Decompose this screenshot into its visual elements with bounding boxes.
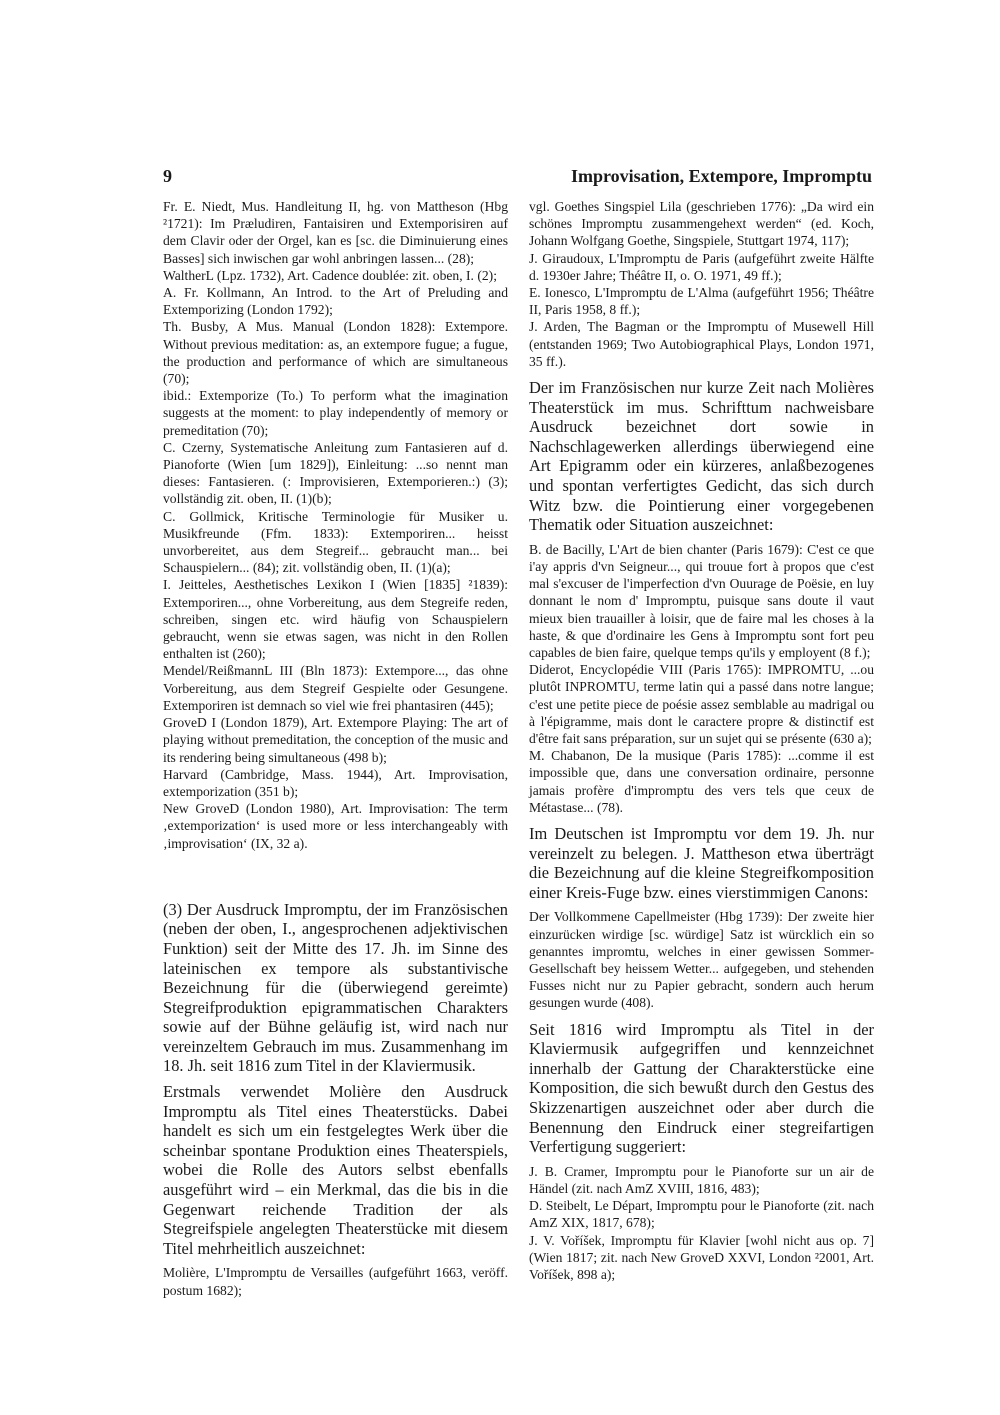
citation-cramer: J. B. Cramer, Impromptu pour le Pianoforte sur un air de Händel (zit. nach AmZ XVIII, 1816, 483);	[529, 1163, 874, 1196]
citation-list-piano	[529, 1163, 874, 1283]
citation-mendel: Mendel/ReißmannL III (Bln 1873): Extempore..., das ohne Vorbereitung, aus dem Stegreif Gespielte oder Gesungene. Extemporiren ist demnach so viel wie frei phantasiren (445);	[163, 663, 508, 713]
citation-ionesco: E. Ionesco, L'Impromptu de L'Alma (aufgeführt 1956; Théâtre II, Paris 1958, 8 ff.);	[529, 285, 874, 318]
citation-moliere: Molière, L'Impromptu de Versailles (aufgeführt 1663, veröff. postum 1682);	[163, 1265, 508, 1298]
since-1816-paragraph: Seit 1816 wird Impromptu als Titel in der Klaviermusik aufgegriffen und kennzeichnet innerhalb der Gattung der Charakterstücke eine Komposition, die sich bewußt durch den Gestus des Skizzenartigen auszeichnet oder aber durch die Benennung den Eindruck einer stegreifartigen Verfertigung suggeriert:	[529, 1019, 874, 1157]
citation-busby-ibid: ibid.: Extemporize (To.) To perform what the imagination suggests at the moment: to play independently of memory or premeditation (70);	[163, 388, 508, 438]
left-column	[163, 198, 508, 1299]
german-usage-paragraph: Im Deutschen ist Impromptu vor dem 19. Jh. nur vereinzelt zu belegen. J. Mattheson etwa überträgt die Bezeichnung auf die kleine Stegreifkomposition einer Kreis-Fuge bzw. eines vierstimmigen Canons:	[529, 824, 874, 902]
running-head-title: Improvisation, Extempore, Impromptu	[570, 166, 872, 186]
section-3-paragraph: (3) Der Ausdruck Impromptu, der im Französischen (neben der oben, I., angesprochenen adjektivischen Funktion) seit der Mitte des 17. Jh. im Sinne des lateinischen ex tempore als substantivische Bezeichnung für die (überwiegend gereimte) Stegreifproduktion epigrammatischen Charakters sowie auf der Bühne geläufig ist, wird nach nur vereinzeltem Gebrauch im mus. Zusammenhang im 18. Jh. seit 1816 zum Titel in der Klaviermusik.	[163, 899, 508, 1076]
citation-diderot: Diderot, Encyclopédie VIII (Paris 1765): IMPROMTU, ...ou plutôt INPROMTU, terme latin qui a passé dans notre langue; c'est une petite piece de poésie assez semblable au madrigal ou à l'épigramme, mais dont le caractere propre & distinctif est d'être fait sans préparation, sur un sujet qui se présente (630 a);	[529, 662, 874, 747]
citation-mattheson: Der Vollkommene Capellmeister (Hbg 1739): Der zweite hier einzurücken wirdige [sc. würdige] Satz ist würcklich ein so genanntes impromtu, welches in einer gewissen Sommer-Gesellschaft bey heissem Wetter... aufgegeben, und stehenden Fusses nicht nur zu Papier gebracht, sondern auch herum gesungen wurde (408).	[529, 909, 874, 1011]
citation-walther: WaltherL (Lpz. 1732), Art. Cadence doublée: zit. oben, I. (2);	[163, 267, 497, 283]
citation-new-grove: New GroveD (London 1980), Art. Improvisation: The term ‚extemporization‘ is used more or less interchangeably with ‚improvisation‘ (IX, 32 a).	[163, 801, 508, 851]
citation-list-french	[529, 541, 874, 816]
citation-goethe: vgl. Goethes Singspiel Lila (geschrieben 1776): „Da wird ein schönes Impromptu zusammengehext werden“ (ed. Koch, Johann Wolfgang Goethe, Singspiele, Stuttgart 1974, 117);	[529, 199, 874, 249]
citation-arden: J. Arden, The Bagman or the Impromptu of Musewell Hill (entstanden 1969; Two Autobiographical Plays, London 1971, 35 ff.).	[529, 319, 874, 369]
citation-jeitteles: I. Jeitteles, Aesthetisches Lexikon I (Wien [1835] ²1839): Extemporiren..., ohne Vorbereitung, aus dem Stegreife reden, schreiben, singen etc. wird häufig von Schauspielern gebraucht, wenn sie etwas sagen, was nicht in den Rollen enthalten ist (260);	[163, 577, 508, 662]
citation-niedt: Fr. E. Niedt, Mus. Handleitung II, hg. von Mattheson (Hbg ²1721): Im Præludiren, Fantaisiren und Extemporisiren auf dem Clavir oder der Orgel, kan es [sc. die Diminuierung eines Basses] sich inwischen gar wohl anbringen lassen... (28);	[163, 199, 508, 266]
citation-steibelt: D. Steibelt, Le Départ, Impromptu pour le Pianoforte (zit. nach AmZ XIX, 1817, 678);	[529, 1198, 874, 1231]
citation-vorisek: J. V. Voříšek, Impromptu für Klavier [wohl nicht aus op. 7] (Wien 1817; zit. nach New GroveD XXVI, London ²2001, Art. Voříšek, 898 a);	[529, 1232, 874, 1282]
page-number: 9	[163, 166, 172, 186]
citation-chabanon: M. Chabanon, De la musique (Paris 1785): ...comme il est impossible que, dans une conversation ordinaire, personne jamais profère d'impromptu des vers tels que ceux de Métastase... (78).	[529, 748, 874, 815]
citation-gollmick: C. Gollmick, Kritische Terminologie für Musiker u. Musikfreunde (Ffm. 1833): Extemporiren... heisst unvorbereitet, aus dem Stegreif... gebraucht man... bei Schauspielern... (84); zit. vollständig oben, II. (1)(a);	[163, 508, 508, 576]
citation-bacilly: B. de Bacilly, L'Art de bien chanter (Paris 1679): C'est ce que i'ay appris d'vn Seigneur..., qui trouue fort à propos que c'est mal s'excuser de l'imperfection d'vn Ouurage de Poësie, en luy donnant le nom d' Impromptu, puisque sans doute il vaut mieux bien trauailler à loisir, que de faire mal les choses à la haste, & que d'ordinaire les Gens à Impromptu sont fort peu capables de bien faire, quelque temps qu'ils y employent (8 f.);	[529, 541, 874, 660]
citation-harvard: Harvard (Cambridge, Mass. 1944), Art. Improvisation, extemporization (351 b);	[163, 766, 508, 799]
right-column	[529, 198, 874, 1283]
citation-kollmann: A. Fr. Kollmann, An Introd. to the Art of Preluding and Extemporizing (London 1792);	[163, 285, 508, 318]
citation-busby: Th. Busby, A Mus. Manual (London 1828): Extempore. Without previous meditation: as, an extempore fugue; a fugue, the production and performance of which are simultaneous (70);	[163, 319, 508, 387]
citation-czerny: C. Czerny, Systematische Anleitung zum Fantasieren auf d. Pianoforte (Wien [um 1829]), Einleitung: ...so nennt man dieses: Fantasieren. (: Improvisieren, Extemporieren.:) (3); vollständig zit. oben, II. (1)(b);	[163, 439, 508, 507]
citation-grove: GroveD I (London 1879), Art. Extempore Playing: The art of playing without premeditation, the conception of the music and its rendering being simultaneous (498 b);	[163, 715, 508, 765]
citation-giraudoux: J. Giraudoux, L'Impromptu de Paris (aufgeführt zweite Hälfte d. 1930er Jahre; Théâtre II, o. O. 1971, 49 ff.);	[529, 250, 874, 283]
citation-list-extempore	[163, 198, 508, 852]
citation-list-plays	[529, 198, 874, 370]
french-usage-paragraph: Der im Französischen nur kurze Zeit nach Molières Theaterstück im mus. Schrifttum nachweisbare Ausdruck bezeichnet dort sowie in Nachschlagewerken allerdings überwiegend eine Art Epigramm oder ein kürzeres, anlaßbezogenes und spontan verfertigtes Gedicht, das sich durch Witz bzw. die Pointierung einer vorgegebenen Thematik oder Situation auszeichnet:	[529, 378, 874, 535]
moliere-paragraph: Erstmals verwendet Molière den Ausdruck Impromptu als Titel eines Theaterstücks. Dabei handelt es sich um ein festgelegtes Werk über die scheinbar spontane Produktion eines Theaterspiels, wobei die Rolle des Autors selbst ebenfalls ausgeführt wird – ein Merkmal, das die bis in die Gegenwart reichende Tradition der als Stegreifspiele angelegten Theaterstücke mit diesem Titel mehrheitlich auszeichnet:	[163, 1082, 508, 1258]
